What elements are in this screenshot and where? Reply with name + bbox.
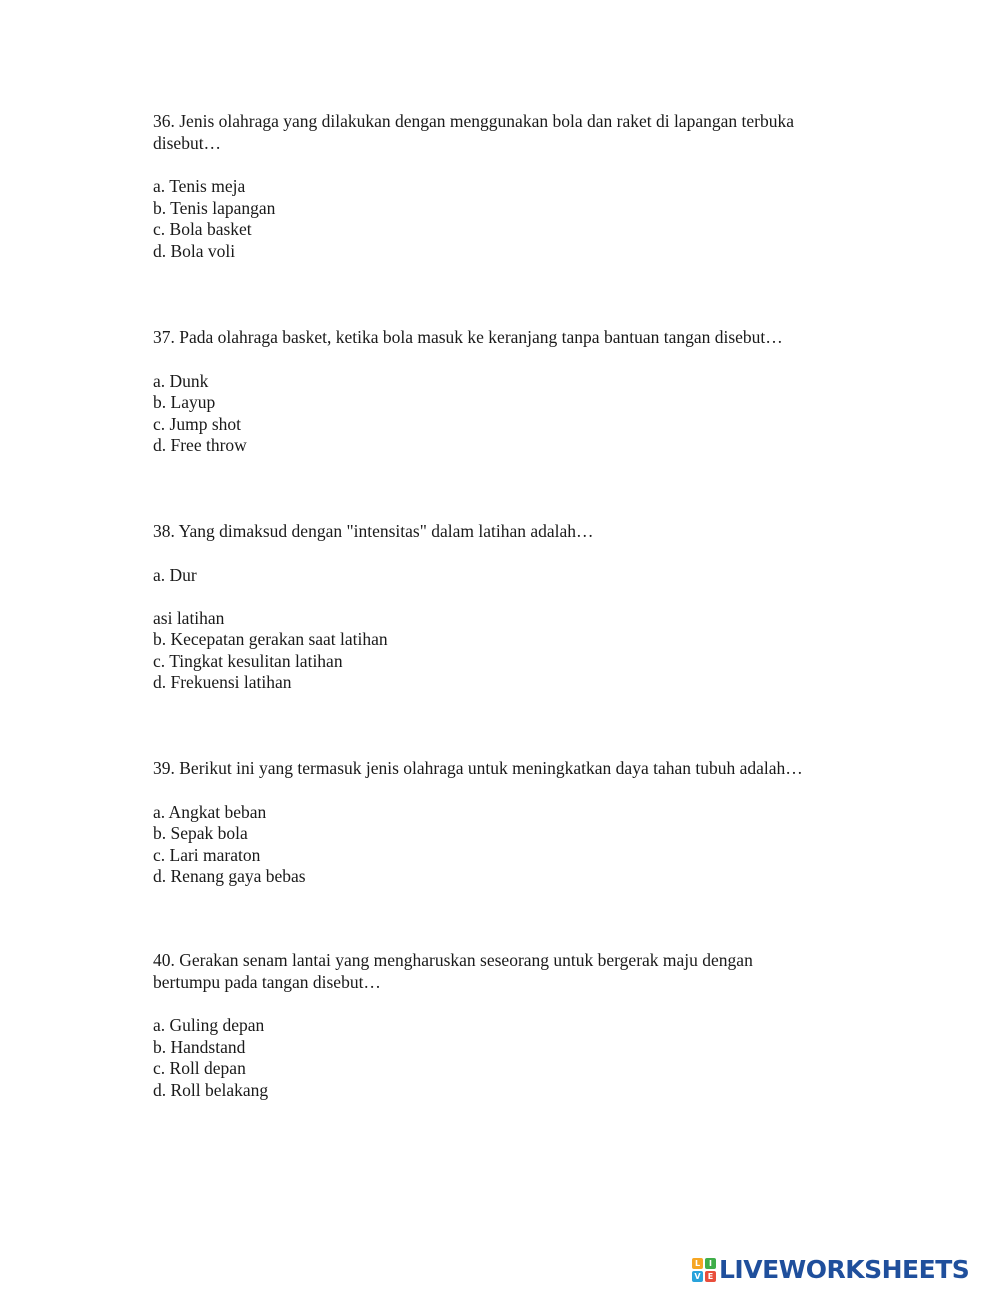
answer-option-b[interactable]: b. Tenis lapangan: [153, 197, 276, 218]
question-stem-line: 36. Jenis olahraga yang dilakukan dengan menggunakan bola dan raket di lapangan terbuka: [153, 111, 794, 131]
answer-option-b[interactable]: b. Sepak bola: [153, 823, 248, 843]
answer-option-d[interactable]: d. Roll belakang: [153, 1079, 269, 1100]
question-stem-line: disebut…: [153, 132, 222, 153]
question-stem-line: 38. Yang dimaksud dengan "intensitas" dalam latihan adalah…: [153, 521, 594, 541]
question-stem-line: bertumpu pada tangan disebut…: [153, 971, 381, 992]
answer-option-c[interactable]: c. Jump shot: [153, 413, 241, 434]
logo-square: E: [705, 1271, 716, 1282]
answer-option-b[interactable]: b. Kecepatan gerakan saat latihan: [153, 629, 388, 649]
line-gap: [153, 586, 853, 608]
question-37: [153, 327, 853, 457]
answer-option-c[interactable]: c. Bola basket: [153, 219, 252, 239]
question-stem-line: 39. Berikut ini yang termasuk jenis olahraga untuk meningkatkan daya tahan tubuh adalah…: [153, 758, 803, 778]
question-38: [153, 521, 853, 694]
question-stem: [153, 327, 853, 349]
question-stem: [153, 758, 853, 780]
liveworksheets-logo[interactable]: [692, 1256, 969, 1284]
question-stem-line: 40. Gerakan senam lantai yang mengharuskan seseorang untuk bergerak maju dengan: [153, 950, 753, 970]
answer-option-b[interactable]: b. Layup: [153, 392, 216, 412]
answer-option-c[interactable]: c. Roll depan: [153, 1058, 246, 1078]
question-36: [153, 111, 853, 262]
question-stem: [153, 521, 853, 543]
answer-option-a[interactable]: a. Dunk: [153, 370, 209, 391]
answer-option-d[interactable]: d. Frekuensi latihan: [153, 672, 292, 692]
answer-option-b[interactable]: b. Handstand: [153, 1036, 246, 1057]
question-stem: [153, 111, 853, 154]
liveworksheets-logo-text: LIVEWORKSHEETS: [719, 1255, 970, 1284]
logo-square: I: [705, 1258, 716, 1269]
answer-option-a-continuation[interactable]: asi latihan: [153, 607, 225, 628]
question-39: [153, 758, 853, 888]
question-stem-line: 37. Pada olahraga basket, ketika bola masuk ke keranjang tanpa bantuan tangan disebut…: [153, 327, 783, 347]
answer-option-a[interactable]: a. Guling depan: [153, 1015, 265, 1035]
answer-option-a[interactable]: a. Tenis meja: [153, 176, 246, 196]
answer-option-d[interactable]: d. Bola voli: [153, 240, 236, 261]
question-stem: [153, 950, 853, 993]
answer-option-d[interactable]: d. Renang gaya bebas: [153, 866, 306, 886]
question-40: [153, 950, 853, 1101]
answer-option-c[interactable]: c. Tingkat kesulitan latihan: [153, 650, 343, 671]
answer-option-c[interactable]: c. Lari maraton: [153, 844, 261, 865]
answer-option-a[interactable]: a. Dur: [153, 564, 197, 585]
logo-square: L: [692, 1258, 703, 1269]
logo-square: V: [692, 1271, 703, 1282]
answer-option-d[interactable]: d. Free throw: [153, 435, 247, 455]
answer-option-a[interactable]: a. Angkat beban: [153, 801, 267, 822]
liveworksheets-logo-icon: [692, 1258, 716, 1282]
